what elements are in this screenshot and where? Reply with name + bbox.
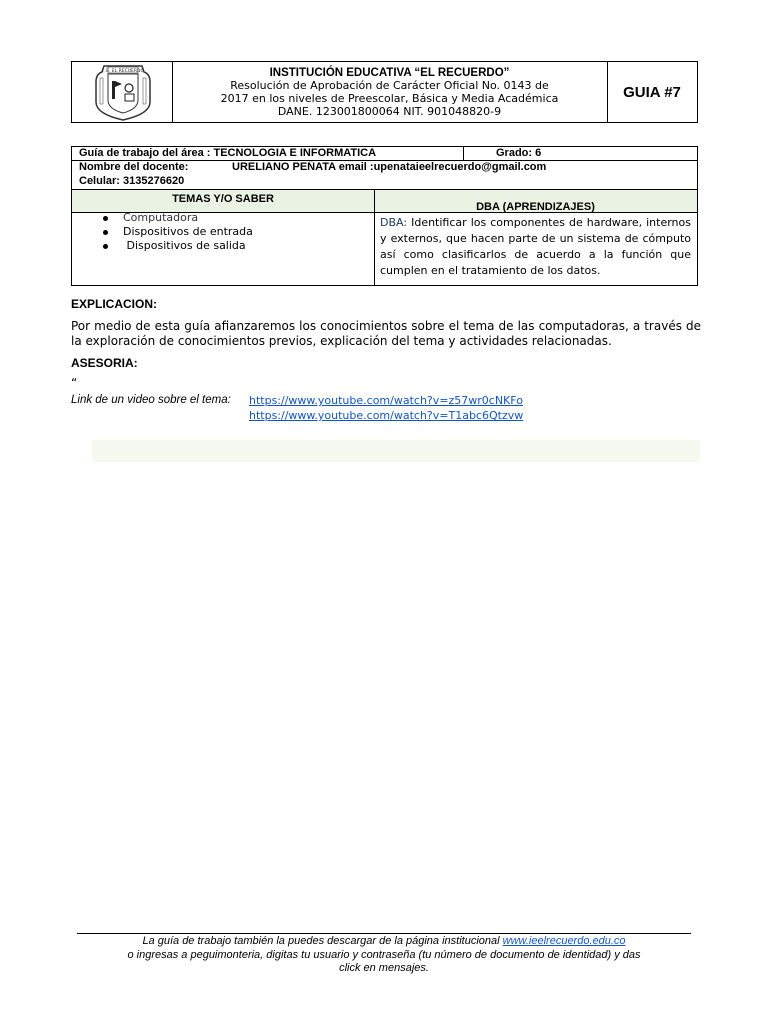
explicacion-text: Por medio de esta guía afianzaremos los conocimientos sobre el tema de las computadoras, a través de la exploración de conocimientos previos, explicación del tema y actividades relacionadas. (71, 319, 701, 348)
explicacion-heading: EXPLICACION: (71, 297, 158, 311)
area-cell (72, 147, 464, 160)
logo-text: I. E. EL RECUERDO (101, 69, 145, 74)
video-link-label: Link de un video sobre el tema: (71, 394, 231, 406)
grade-label: Grado: 6 (496, 147, 542, 159)
phone-label: Celular: 3135276620 (79, 175, 185, 187)
footer-divider (77, 933, 691, 934)
teacher-row (72, 161, 697, 190)
institution-info (172, 62, 608, 122)
footer (77, 935, 691, 976)
quote-mark: “ (71, 376, 78, 390)
header-temas (72, 190, 375, 212)
footer-line-1 (77, 935, 691, 949)
guide-number: GUIA #7 (623, 83, 681, 101)
dane-nit: DANE. 123001800064 NIT. 901048820-9 (277, 105, 502, 118)
institution-name: INSTITUCIÓN EDUCATIVA “EL RECUERDO” (269, 67, 510, 79)
resolution-line-1: Resolución de Aprobación de Carácter Oficial No. 0143 de (230, 79, 549, 92)
footer-line-3: click en mensajes. (339, 962, 429, 974)
resolution-line-2: 2017 en los niveles de Preescolar, Básica y Media Académica (220, 92, 559, 105)
header-temas-label: TEMAS Y/O SABER (172, 193, 274, 205)
info-table (71, 146, 698, 286)
topic-label: Dispositivos de entrada (123, 225, 253, 238)
footer-line-2: o ingresas a peguimonteria, digitas tu usuario y contraseña (tu número de documento de identidad) y das (127, 948, 641, 961)
list-item (103, 211, 198, 226)
school-crest-icon (72, 62, 172, 122)
area-row (72, 147, 697, 161)
asesoria-heading: ASESORIA: (71, 356, 138, 370)
area-label: Guía de trabajo del área : TECNOLOGIA E INFORMATICA (79, 147, 377, 159)
grade-cell (463, 147, 697, 160)
teacher-label: Nombre del docente: (79, 161, 189, 173)
header-dba (374, 190, 697, 212)
document-header (71, 61, 698, 123)
bullet-icon (103, 244, 108, 249)
video-link-2[interactable]: https://www.youtube.com/watch?v=T1abc6Qtzvw (249, 409, 524, 422)
topic-label: Computadora (123, 211, 199, 224)
list-item (103, 225, 253, 240)
list-item (103, 239, 246, 254)
dba-label: DBA: (380, 216, 408, 229)
video-link-1[interactable]: https://www.youtube.com/watch?v=z57wr0cNKFo (249, 394, 523, 407)
header-dba-label: DBA (APRENDIZAJES) (476, 201, 595, 213)
teacher-value: URELIANO PEÑATA email :upenataieelrecuerdo@gmail.com (232, 161, 547, 173)
shaded-area (92, 440, 700, 462)
table-header (72, 190, 697, 213)
bullet-icon (103, 230, 108, 235)
dba-description (374, 213, 697, 279)
topic-label: Dispositivos de salida (123, 239, 246, 252)
bullet-icon (103, 216, 108, 221)
dba-text: Identificar los componentes de hardware, internos y externos, que hacen parte de un sistema de cómputo así como clasificarlos de acuerdo a la función que cumplen en el tratamiento de los datos. (380, 216, 691, 277)
school-logo-cell (72, 62, 173, 122)
table-body (72, 213, 697, 285)
topics-cell (72, 213, 375, 285)
footer-text-1: La guía de trabajo también la puedes descargar de la página institucional (142, 935, 503, 947)
institutional-website-link[interactable]: www.ieelrecuerdo.edu.co (502, 935, 626, 947)
dba-cell (374, 213, 697, 285)
